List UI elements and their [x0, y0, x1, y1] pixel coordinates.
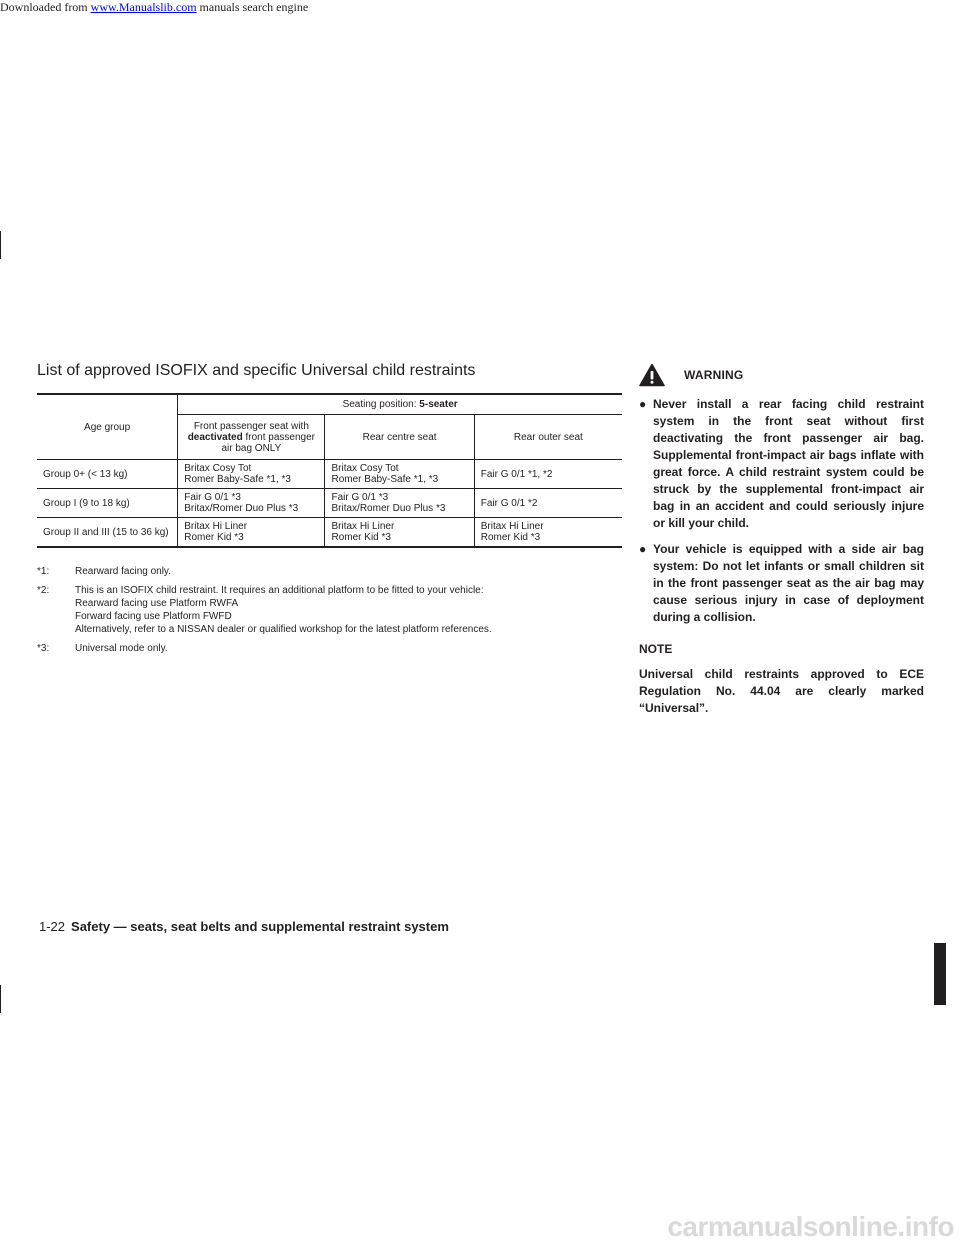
front-header-line2: front passenger — [242, 431, 315, 443]
banner-prefix: Downloaded from — [0, 0, 91, 14]
footnote-line: Rearward facing use Platform RWFA — [75, 598, 239, 609]
cell-line: Britax Hi Liner — [331, 521, 395, 532]
cell-line: Fair G 0/1 *2 — [480, 497, 538, 509]
cell-line: Fair G 0/1 *3 — [184, 492, 241, 503]
cell-line: Britax Cosy Tot — [331, 463, 399, 474]
warning-bullet — [639, 396, 924, 532]
rear-outer-cell — [474, 518, 622, 548]
rear-centre-cell — [325, 489, 474, 518]
cell-line: Romer Baby-Safe *1, *3 — [184, 474, 291, 485]
footnote-key: *2: — [37, 585, 50, 596]
footnote — [37, 565, 637, 578]
rear-centre-cell — [325, 518, 474, 548]
crop-mark — [0, 985, 1, 1013]
watermark-text: carmanualsonline.info — [667, 1211, 954, 1242]
cell-line: Britax Hi Liner — [184, 521, 248, 532]
table-row — [37, 460, 622, 489]
page-footer — [39, 919, 449, 934]
section-tab-marker — [934, 943, 946, 1005]
age-group-cell: Group II and III (15 to 36 kg) — [37, 518, 178, 548]
rear-centre-cell — [325, 460, 474, 489]
seating-position-label: Seating position: — [342, 399, 420, 410]
age-group-cell: Group I (9 to 18 kg) — [37, 489, 178, 518]
footnote-key: *3: — [37, 643, 50, 654]
footnote — [37, 642, 637, 655]
table-row — [37, 518, 622, 548]
warning-box — [639, 360, 924, 717]
watermark — [0, 1211, 960, 1242]
front-seat-cell — [178, 460, 325, 489]
seating-position-value: 5-seater — [419, 399, 458, 410]
footnote-line: Alternatively, refer to a NISSAN dealer or qualified workshop for the latest platform references. — [75, 624, 492, 635]
warning-triangle-icon — [639, 363, 665, 387]
footnote-line: Rearward facing only. — [75, 566, 171, 577]
cell-line: Britax/Romer Duo Plus *3 — [184, 503, 299, 514]
cell-line: Fair G 0/1 *1, *2 — [480, 468, 553, 480]
front-seat-cell — [178, 489, 325, 518]
front-passenger-header — [178, 415, 325, 460]
cell-line: Romer Baby-Safe *1, *3 — [331, 474, 439, 485]
crop-mark — [0, 231, 1, 259]
front-header-line1: Front passenger seat with — [193, 420, 309, 432]
cell-line: Romer Kid *3 — [184, 532, 244, 543]
footnote-key: *1: — [37, 566, 50, 577]
front-header-bold: deactivated — [187, 431, 243, 443]
rear-outer-cell — [474, 489, 622, 518]
cell-line: Britax/Romer Duo Plus *3 — [331, 503, 446, 514]
table-header-row — [37, 394, 622, 415]
footnote-text — [75, 642, 168, 655]
footnote-line: Forward facing use Platform FWFD — [75, 611, 232, 622]
age-group-cell: Group 0+ (< 13 kg) — [37, 460, 178, 489]
front-seat-cell — [178, 518, 325, 548]
page-number: 1-22 — [39, 919, 66, 934]
table-row — [37, 489, 622, 518]
manualslib-link[interactable]: www.Manualslib.com — [90, 0, 197, 14]
cell-line: Britax Hi Liner — [480, 521, 544, 532]
warning-bullet-text: Your vehicle is equipped with a side air bag system: Do not let infants or small children sit in the front passenger seat as the air bag may cause serious injury in case of deployment during a collision. — [653, 542, 924, 624]
bullet-icon: ● — [639, 397, 647, 411]
cell-line: Fair G 0/1 *3 — [331, 492, 389, 503]
section-title: Safety — seats, seat belts and supplemental restraint system — [71, 919, 449, 934]
seating-position-header — [178, 394, 622, 415]
cell-line: Romer Kid *3 — [331, 532, 391, 543]
footnote — [37, 584, 637, 636]
cell-line: Britax Cosy Tot — [184, 463, 252, 474]
age-group-header: Age group — [37, 394, 178, 460]
bullet-icon: ● — [639, 542, 647, 556]
front-header-line3: air bag ONLY — [221, 442, 282, 454]
warning-title: WARNING — [684, 368, 744, 382]
child-restraint-table — [37, 393, 622, 548]
warning-bullet-text: Never install a rear facing child restraint system in the front seat without first deactivating the front passenger air bag. Supplemental front-impact air bags inflate with great force. A child restraint system could be struck by the supplemental front-impact air bag in an accident and could seriously injure or kill your child. — [653, 397, 924, 530]
footnote-text — [75, 565, 171, 578]
cell-line: Romer Kid *3 — [480, 532, 541, 543]
banner-suffix: manuals search engine — [196, 0, 309, 14]
warning-header — [639, 360, 924, 390]
note-text: Universal child restraints approved to ECE Regulation No. 44.04 are clearly marked “Universal”. — [639, 667, 924, 715]
rear-outer-header: Rear outer seat — [513, 431, 583, 443]
footnote-line: This is an ISOFIX child restraint. It requires an additional platform to be fitted to your vehicle: — [75, 585, 484, 596]
footnote-text — [75, 584, 492, 636]
rear-outer-cell — [474, 460, 622, 489]
warning-bullet — [639, 541, 924, 626]
download-banner — [0, 0, 308, 15]
footnote-line: Universal mode only. — [75, 643, 168, 654]
rear-centre-header: Rear centre seat — [325, 415, 474, 460]
page-title: List of approved ISOFIX and specific Universal child restraints — [37, 362, 476, 379]
footnotes — [37, 565, 637, 661]
note-label: NOTE — [639, 642, 673, 656]
